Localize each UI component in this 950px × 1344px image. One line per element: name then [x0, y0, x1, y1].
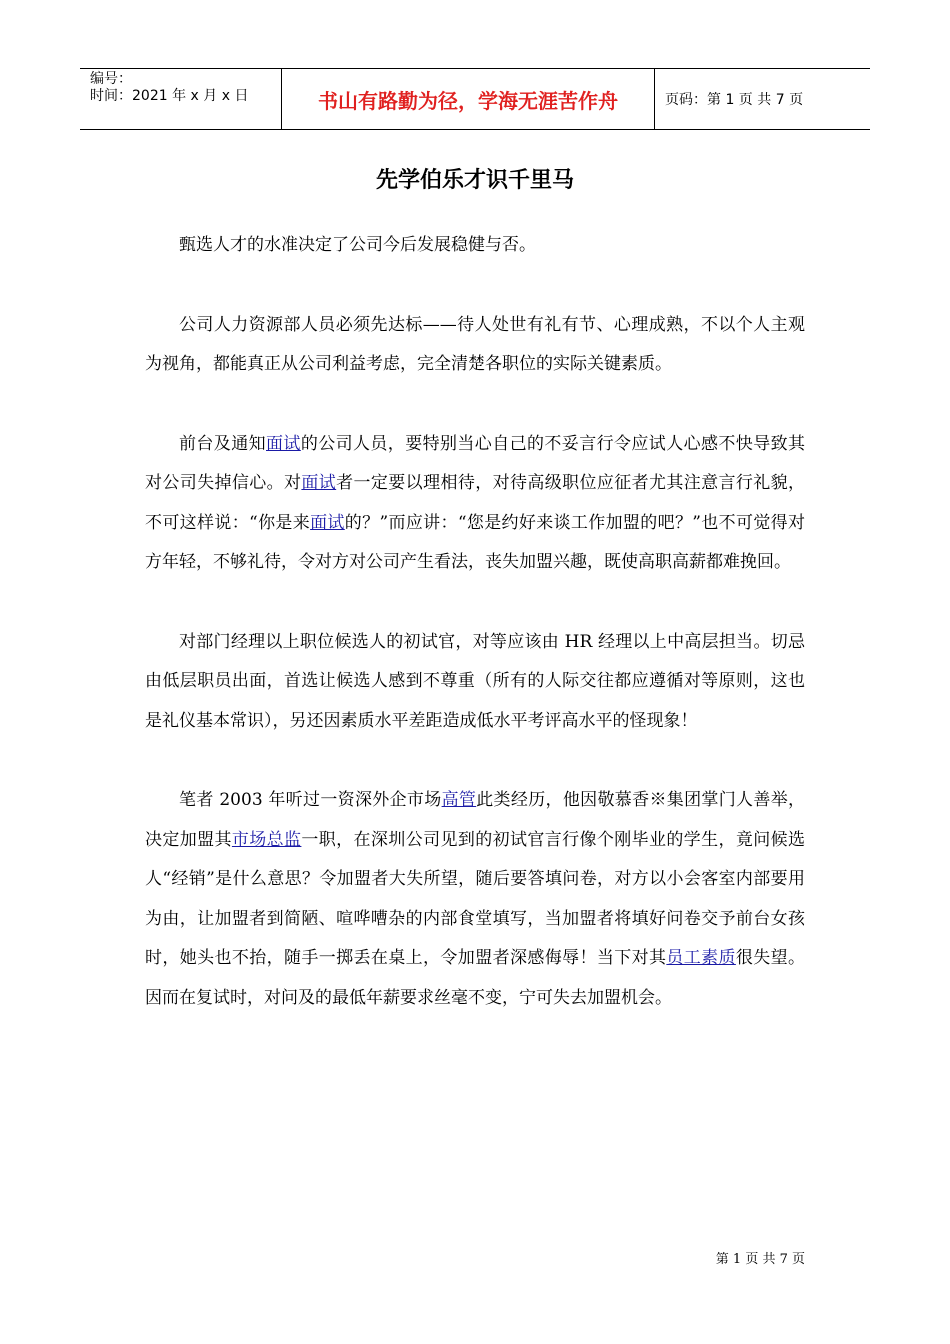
paragraph-text: 者一定要以理相待，对待高级职位应征者尤其注意言行礼貌，不可这样说：“你是来 [145, 473, 806, 533]
link-interview[interactable]: 面试 [310, 512, 345, 533]
paragraph-text: 的公司人员，要特别当心自己的不妥言行令应试人心感不快导致其对公司失掉信心。对 [145, 433, 806, 493]
link-senior-management[interactable]: 高管 [441, 790, 477, 810]
link-interview[interactable]: 面试 [266, 433, 301, 454]
link-interview[interactable]: 面试 [301, 473, 337, 493]
document-body [145, 226, 805, 1058]
page-footer: 第 1 页 共 7 页 [715, 1252, 805, 1267]
paragraph-text: 一职，在深圳公司见到的初试官言行像个刚毕业的学生，竟问候选人“经销”是什么意思？令加盟者大失所望，随后要答填问卷，对方以小会客室内部要用为由，让加盟者到简陋、喧哗嘈杂的内部食堂填写，当加盟者将填好问卷交予前台女孩时，她头也不抬，随手一掷丢在桌上，令加盟者深感侮辱！当下对其 [145, 829, 806, 968]
paragraph-1: 甄选人才的水准决定了公司今后发展稳健与否。 [179, 235, 536, 255]
paragraph-5 [145, 781, 805, 1018]
header-page-number: 页码：第 1 页 共 7 页 [665, 92, 804, 108]
page-header [80, 68, 870, 130]
paragraph-3 [145, 425, 805, 583]
link-marketing-director[interactable]: 市场总监 [231, 829, 302, 850]
paragraph-4: 对部门经理以上职位候选人的初试官，对等应该由 HR 经理以上中高层担当。切忌由低层职员出面，首选让候选人感到不尊重（所有的人际交往都应遵循对等原则，这也是礼仪基本常识），另还因素质水平差距造成低水平考评高水平的怪现象！ [145, 631, 805, 731]
paragraph-2: 公司人力资源部人员必须先达标——待人处世有礼有节、心理成熟，不以个人主观为视角，都能真正从公司利益考虑，完全清楚各职位的实际关键素质。 [145, 314, 805, 374]
header-motto: 书山有路勤为径，学海无涯苦作舟 [282, 69, 655, 129]
paragraph-text: 的？”而应讲：“您是约好来谈工作加盟的吧？”也不可觉得对方年轻，不够礼待，令对方对公司产生看法，丧失加盟兴趣，既使高职高薪都难挽回。 [145, 512, 806, 572]
header-meta [80, 69, 282, 129]
paragraph-text: 笔者 2003 年听过一资深外企市场 [179, 790, 442, 810]
document-title: 先学伯乐才识千里马 [375, 168, 574, 193]
document-number-label: 编号： [90, 71, 132, 87]
document-time-label: 时间：2021 年 x 月 x 日 [90, 88, 249, 104]
link-employee-quality[interactable]: 员工素质 [666, 948, 736, 968]
paragraph-text: 此类经历，他因敬慕香※集团掌门人善举，决定加盟其 [145, 790, 806, 850]
paragraph-text: 很失望。因而在复试时，对问及的最低年薪要求丝毫不变，宁可失去加盟机会。 [145, 948, 806, 1008]
paragraph-text: 前台及通知 [179, 433, 266, 454]
